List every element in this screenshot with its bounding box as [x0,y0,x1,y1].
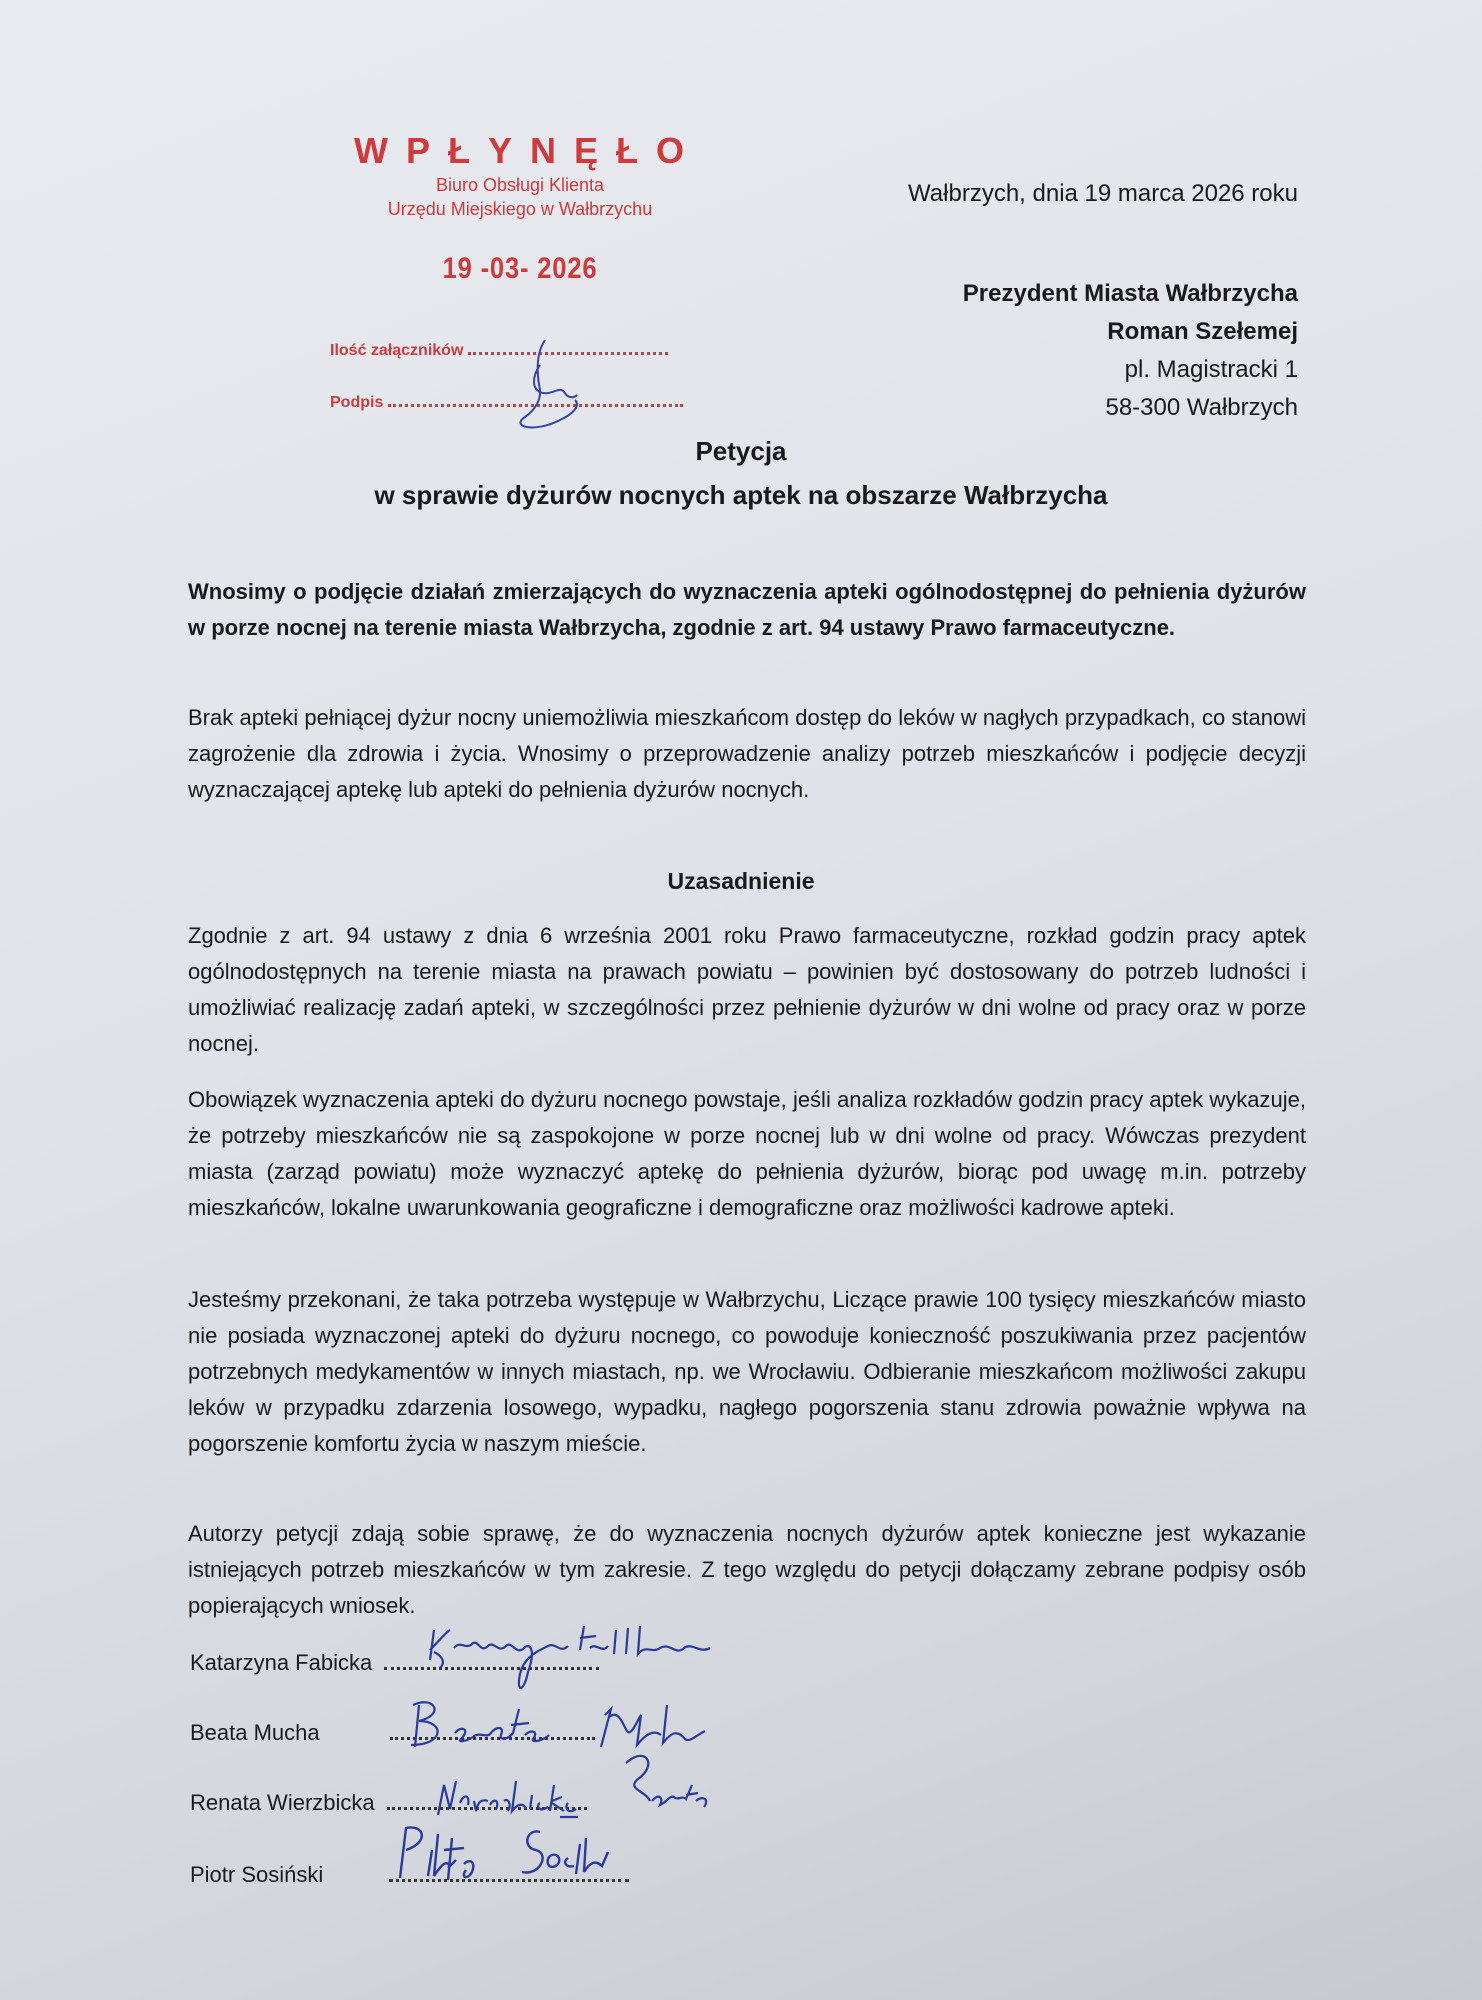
intro-bold-paragraph: Wnosimy o podjęcie działań zmierzających do wyznaczenia apteki ogólnodostępnej do pełnienia dyżurów w porze nocnej na terenie miasta Wałbrzycha, zgodnie z art. 94 ustawy Prawo farmaceutyczne. [188,579,1306,640]
handwritten-signature-fabicka [420,1620,780,1700]
addressee-title: Prezydent Miasta Wałbrzycha [962,280,1298,307]
signatory-name: Piotr Sosiński [190,1862,324,1887]
stamp-office-line1: Biuro Obsługi Klienta [435,175,605,195]
addressee-block [963,275,1298,427]
addressee-city: 58-300 Wałbrzych [1105,394,1298,421]
stamp-attachments-label: Ilość załączników [330,342,464,359]
stamp-date: 19 -03- 2026 [442,252,598,285]
justification-heading: Uzasadnienie [667,868,815,894]
stamp-attachments-field [330,342,668,360]
stamp-office-line2: Urzędu Miejskiego w Wałbrzychu [387,199,653,219]
document-subtitle: w sprawie dyżurów nocnych aptek na obszarze Wałbrzycha [374,480,1108,510]
addressee-name: Roman Szełemej [1107,318,1298,345]
signatory-name: Katarzyna Fabicka [190,1650,373,1675]
signatory-name: Renata Wierzbicka [190,1790,375,1815]
intro-paragraph: Brak apteki pełniącej dyżur nocny uniemożliwia mieszkańcom dostęp do leków w nagłych przypadkach, co stanowi zagrożenie dla zdrowia i życia. Wnosimy o przeprowadzenie analizy potrzeb mieszkańców i podjęcie decyzji wyznaczającej aptekę lub apteki do pełnienia dyżurów nocnych. [188,705,1306,802]
document-title: Petycja [695,436,787,466]
justification-paragraph-1: Zgodnie z art. 94 ustawy z dnia 6 września 2001 roku Prawo farmaceutyczne, rozkład godzin pracy aptek ogólnodostępnych na terenie miasta na prawach powiatu – powinien być dostosowany do potrzeb ludności i umożliwiać realizację zadań apteki, w szczególności przez pełnienie dyżurów w dni wolne od pracy oraz w porze nocnej. [188,923,1306,1056]
stamp-handwritten-signature [505,335,595,435]
justification-paragraph-3: Jesteśmy przekonani, że taka potrzeba występuje w Wałbrzychu, Liczące prawie 100 tysięcy mieszkańców miasto nie posiada wyznaczonej apteki do dyżuru nocnego, co powoduje konieczność poszukiwania przez pacjentów potrzebnych medykamentów w innych miastach, np. we Wrocławiu. Odbieranie mieszkańcom możliwości zakupu leków w przypadku zdarzenia losowego, wypadku, nagłego pogorszenia stanu zdrowia poważnie wpływa na pogorszenie komfortu życia w naszym mieście. [188,1287,1306,1456]
addressee-street: pl. Magistracki 1 [1124,356,1298,383]
justification-paragraph-2: Obowiązek wyznaczenia apteki do dyżuru nocnego powstaje, jeśli analiza rozkładów godzin pracy aptek wykazuje, że potrzeby mieszkańców nie są zaspokojone w porze nocnej lub w dni wolne od pracy. Wówczas prezydent miasta (zarząd powiatu) może wyznaczyć aptekę do pełnienia dyżurów, biorąc pod uwagę m.in. potrzeby mieszkańców, lokalne uwarunkowania geograficzne i demograficzne oraz możliwości kadrowe apteki. [188,1087,1306,1220]
handwritten-signature-sosinski [390,1820,670,1890]
place-and-date: Wałbrzych, dnia 19 marca 2026 roku [908,180,1298,207]
handwritten-signature-wierzbicka [430,1745,730,1825]
justification-paragraph-4: Autorzy petycji zdają sobie sprawę, że do wyznaczenia nocnych dyżurów aptek konieczne jest wykazanie istniejących potrzeb mieszkańców w tym zakresie. Z tego względu do petycji dołączamy zebrane podpisy osób popierających wniosek. [188,1521,1306,1618]
stamp-title: WPŁYNĘŁO [354,130,702,171]
signatory-name: Beata Mucha [190,1720,320,1745]
receipt-stamp [320,130,720,286]
stamp-signature-label: Podpis [330,394,384,411]
